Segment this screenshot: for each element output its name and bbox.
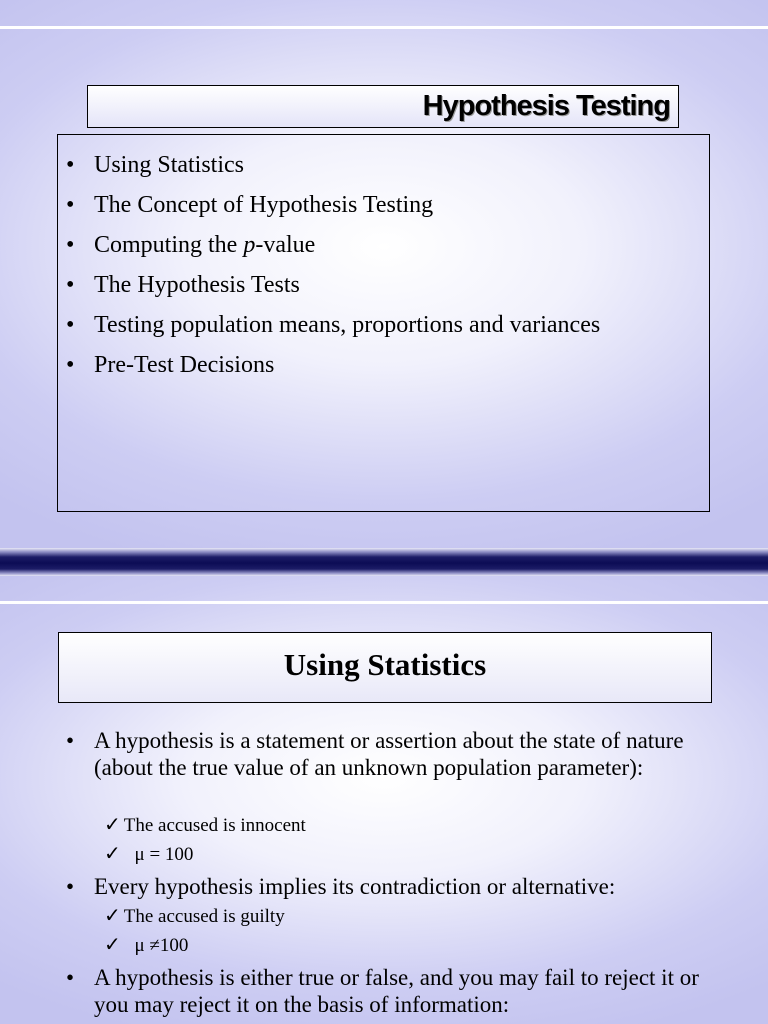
sub-item: ✓ μ ≠100 xyxy=(104,934,189,956)
bullet-item: • Computing the p-value xyxy=(58,225,600,265)
slide-2 xyxy=(0,576,768,1024)
check-icon: ✓ xyxy=(104,905,121,927)
bullet-item: • Testing population means, proportions and variances xyxy=(58,305,600,345)
slide-separator xyxy=(0,548,768,576)
check-icon: ✓ xyxy=(104,843,121,865)
slide-top-rule xyxy=(0,601,768,604)
sub-item: ✓ μ = 100 xyxy=(104,843,194,865)
bullet-item: • Using Statistics xyxy=(58,145,600,185)
sub-item: ✓ The accused is innocent xyxy=(104,814,306,836)
slide-1-title: Hypothesis Testing xyxy=(422,90,670,122)
bullet-item: • Every hypothesis implies its contradiction or alternative: xyxy=(66,874,616,899)
bullet-item: • A hypothesis is a statement or assertion about the state of nature (about the true value of an unknown population parameter): xyxy=(66,728,684,780)
bullet-item: • Pre-Test Decisions xyxy=(58,345,600,385)
slide-top-rule xyxy=(0,26,768,29)
slide-1-bullet-list xyxy=(58,145,600,385)
italic-p: p xyxy=(243,232,256,258)
sub-item: ✓ The accused is guilty xyxy=(104,905,285,927)
slide-1-title-box xyxy=(87,85,679,128)
slide-1-content-box xyxy=(57,134,710,512)
bullet-dot: • xyxy=(66,728,75,753)
check-icon: ✓ xyxy=(104,934,121,956)
bullet-item: • A hypothesis is either true or false, and you may fail to reject it or you may reject it on the basis of information: xyxy=(66,965,699,1017)
bullet-item: • The Hypothesis Tests xyxy=(58,265,600,305)
bullet-item: • The Concept of Hypothesis Testing xyxy=(58,185,600,225)
bullet-dot: • xyxy=(66,965,75,990)
slide-2-title: Using Statistics xyxy=(283,647,487,682)
slide-2-title-box xyxy=(58,632,712,703)
check-icon: ✓ xyxy=(104,814,121,836)
bullet-dot: • xyxy=(66,874,75,899)
